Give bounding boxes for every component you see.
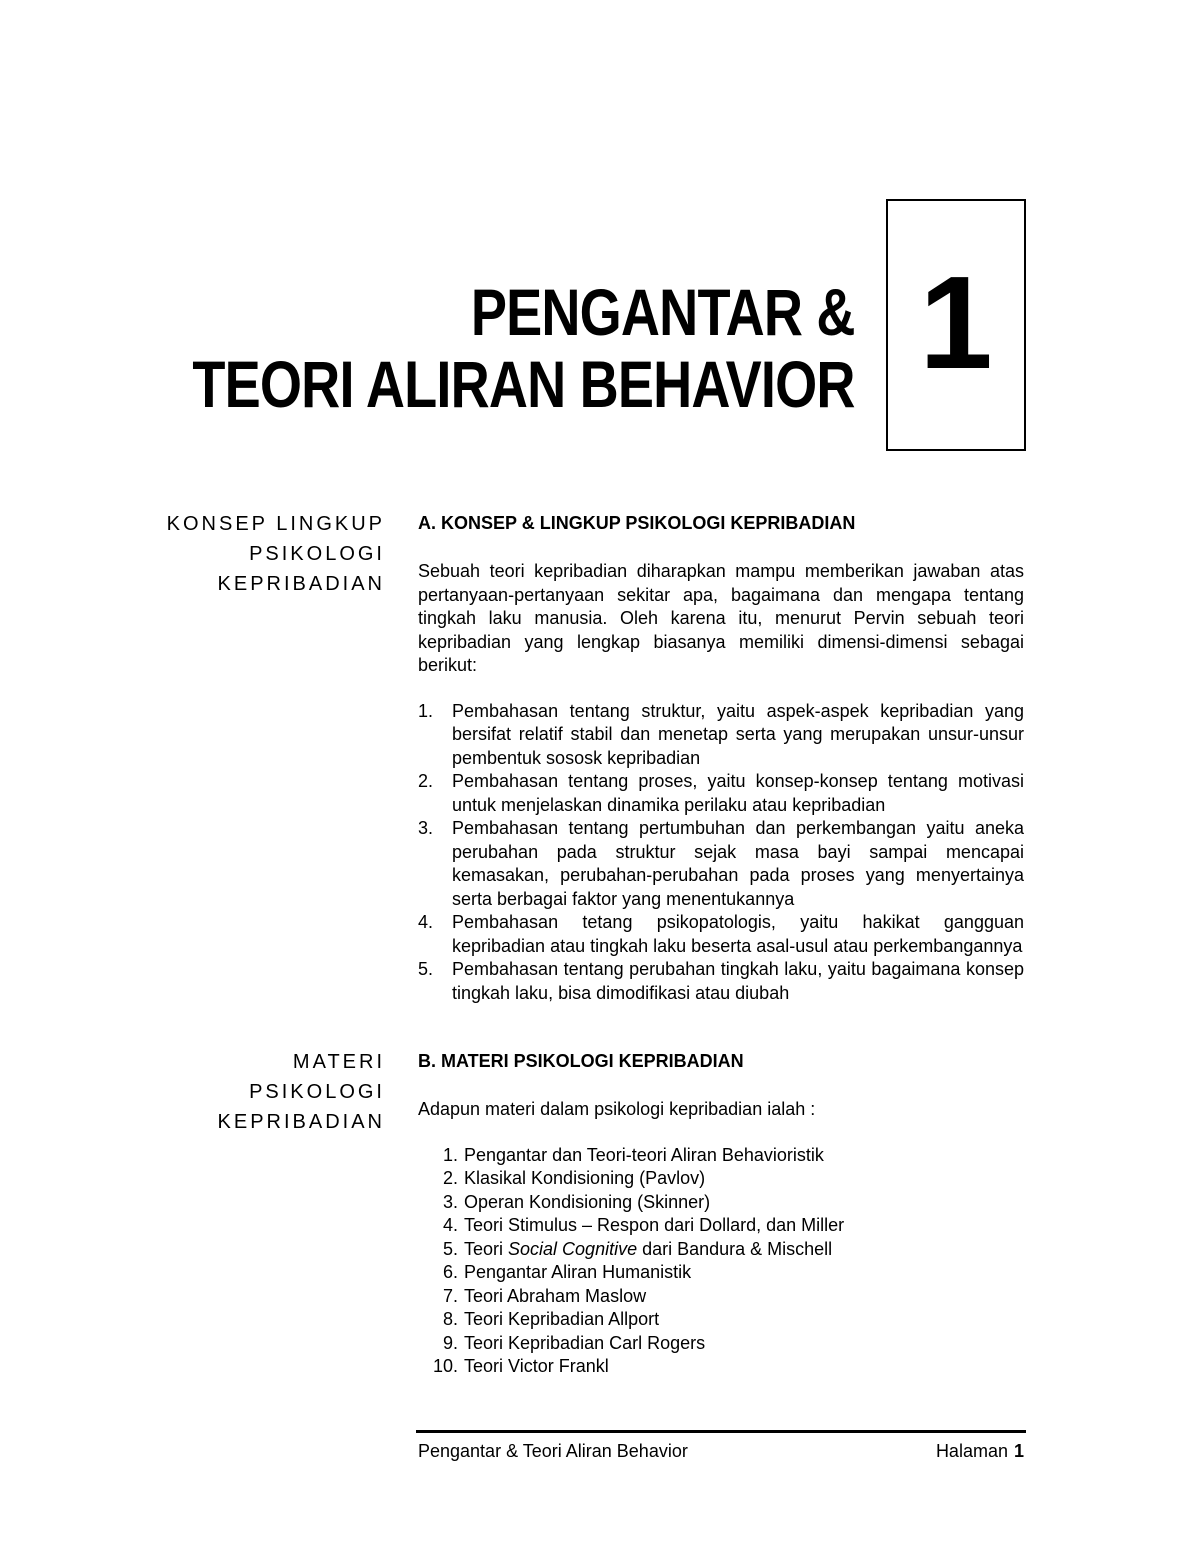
list-item: 6. Pengantar Aliran Humanistik	[442, 1262, 692, 1282]
footer-divider	[416, 1430, 1026, 1433]
list-item: 5. Teori Social Cognitive dari Bandura & Mischell	[442, 1238, 833, 1259]
list-item: 3. Pembahasan tentang pertumbuhan dan perkembangan yaitu aneka perubahan pada struktur sejak masa bayi sampai mencapai kemasakan, perubahan-perubahan pada proses yang menyertainya serta berbagai faktor yang menentukannya	[418, 818, 1024, 909]
section-b	[418, 1050, 1024, 1379]
side-label-line: PSIKOLOGI	[249, 1081, 385, 1103]
section-a-heading: A. KONSEP & LINGKUP PSIKOLOGI KEPRIBADIAN	[418, 513, 856, 533]
list-item: 4. Teori Stimulus – Respon dari Dollard, dan Miller	[442, 1215, 845, 1235]
side-label-line: PSIKOLOGI	[249, 543, 385, 565]
side-label-line: KEPRIBADIAN	[217, 1111, 385, 1133]
list-item: 7. Teori Abraham Maslow	[442, 1285, 647, 1306]
footer-page	[936, 1441, 1024, 1462]
chapter-number: 1	[919, 249, 993, 396]
side-label-konsep	[167, 509, 385, 599]
list-item: 2. Pembahasan tentang proses, yaitu konsep-konsep tentang motivasi untuk menjelaskan dinamika perilaku atau kepribadian	[418, 771, 1024, 815]
side-label-line: KONSEP LINGKUP	[166, 513, 385, 535]
section-b-intro: Adapun materi dalam psikologi kepribadian ialah :	[418, 1099, 816, 1119]
footer-title: Pengantar & Teori Aliran Behavior	[418, 1441, 688, 1461]
chapter-title-line-1: PENGANTAR &	[471, 275, 855, 349]
footer-page-number: 1	[1013, 1441, 1024, 1461]
list-item: 1. Pembahasan tentang struktur, yaitu aspek-aspek kepribadian yang bersifat relatif stabil dan menetap serta yang merupakan unsur-unsur pembentuk sososk kepribadian	[418, 700, 1024, 768]
side-label-line: KEPRIBADIAN	[217, 573, 385, 595]
footer-page-label: Halaman	[935, 1441, 1008, 1461]
list-item: 2. Klasikal Kondisioning (Pavlov)	[442, 1168, 706, 1188]
list-item: 1. Pengantar dan Teori-teori Aliran Behavioristik	[442, 1144, 824, 1165]
section-a-list	[418, 700, 1024, 1006]
list-item: 3. Operan Kondisioning (Skinner)	[442, 1191, 711, 1212]
chapter-title	[193, 276, 855, 420]
section-a-intro: Sebuah teori kepribadian diharapkan mampu memberikan jawaban atas pertanyaan-pertanyaan sekitar apa, bagaimana dan mengapa tentang tingkah laku manusia. Oleh karena itu, menurut Pervin sebuah teori kepribadian yang lengkap biasanya memiliki dimensi-dimensi sebagai berikut:	[418, 561, 1024, 675]
section-a	[418, 512, 1024, 1005]
list-item: 5. Pembahasan tentang perubahan tingkah laku, yaitu bagaimana konsep tingkah laku, bisa dimodifikasi atau diubah	[418, 959, 1024, 1003]
chapter-number-box	[886, 199, 1026, 451]
chapter-title-line-2: TEORI ALIRAN BEHAVIOR	[192, 347, 855, 421]
side-label-materi	[218, 1047, 385, 1137]
section-b-list	[418, 1144, 1024, 1379]
list-item: 4. Pembahasan tetang psikopatologis, yaitu hakikat gangguan kepribadian atau tingkah laku beserta asal-usul atau perkembangannya	[418, 912, 1024, 956]
side-label-line: MATERI	[292, 1051, 385, 1073]
list-item: 10. Teori Victor Frankl	[432, 1356, 609, 1376]
list-item: 8. Teori Kepribadian Allport	[442, 1309, 660, 1329]
italic-term: Social Cognitive	[508, 1238, 638, 1259]
section-b-heading: B. MATERI PSIKOLOGI KEPRIBADIAN	[418, 1051, 744, 1071]
list-item: 9. Teori Kepribadian Carl Rogers	[442, 1332, 706, 1353]
